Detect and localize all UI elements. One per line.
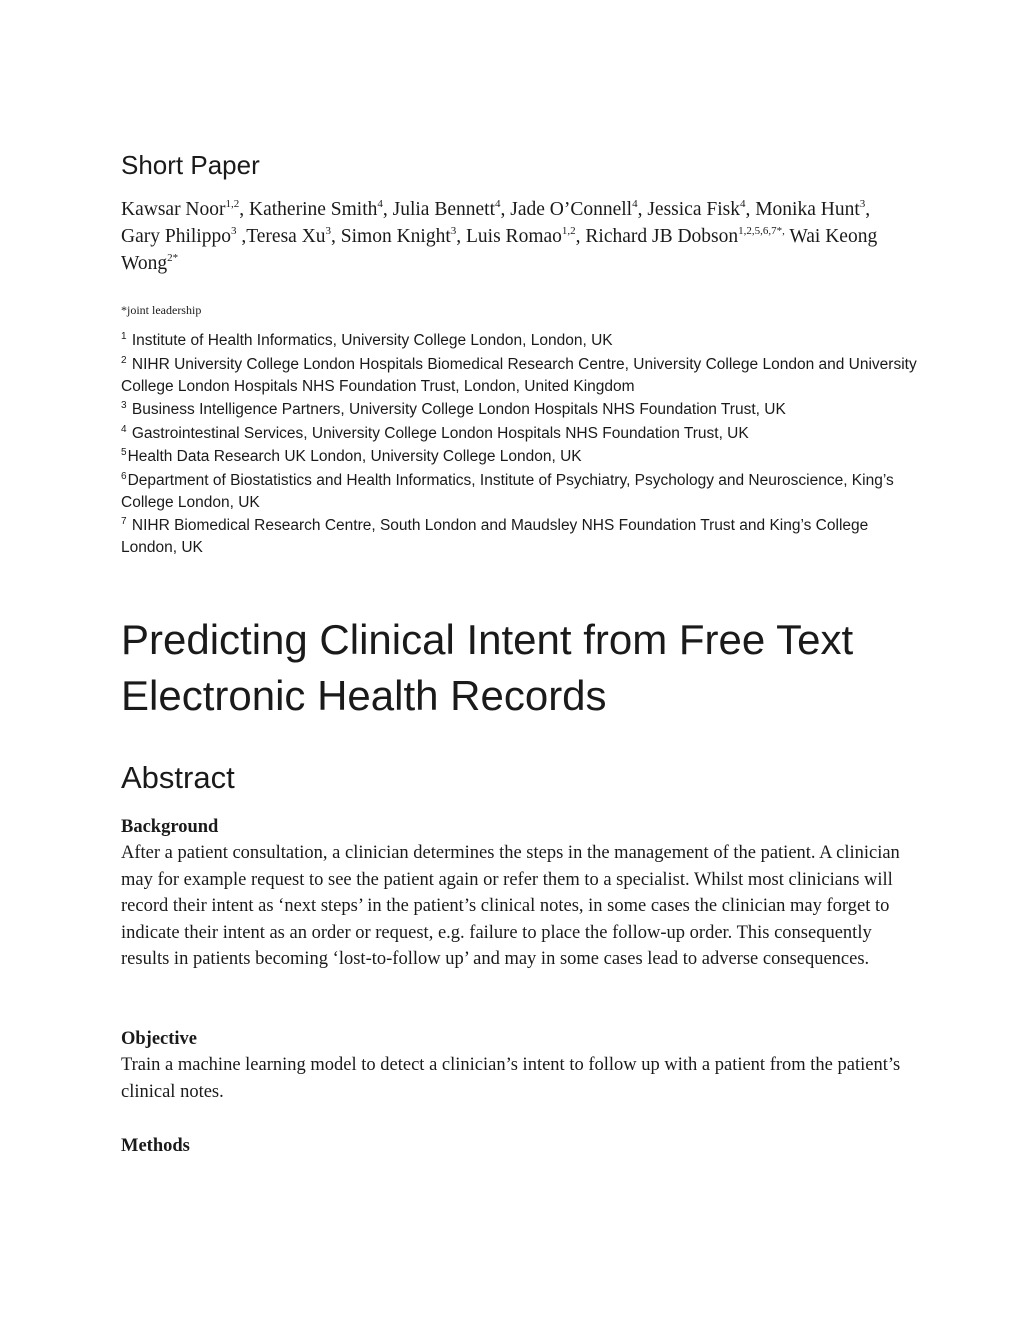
methods-heading: Methods [121, 1136, 190, 1156]
background-text: After a patient consultation, a clinician determines the steps in the management of the patient. A clinician may for example request to see the patient again or refer them to a specialist. Whilst most clinicians will record their intent as ‘next steps’ in the patient’s clinical notes, in some cases the clinician may forget to indicate their intent as an order or request, e.g. failure to place the follow-up order. This consequently results in patients becoming ‘lost-to-follow up’ and may in some cases lead to adverse consequences. [121, 843, 900, 969]
author-list [121, 196, 921, 277]
author: Wai Keong Wong$^{2*}$ [121, 226, 878, 274]
joint-leadership-note: *joint leadership [121, 303, 202, 317]
background-section [121, 814, 911, 973]
author: Katherine Smith$^4$, [249, 198, 393, 220]
objective-section [121, 1026, 911, 1105]
paper-type-label: Short Paper [121, 150, 260, 180]
affiliation: $^4$ Gastrointestinal Services, University College London Hospitals NHS Foundation Trust, UK [121, 423, 749, 442]
author: Teresa Xu$^3$, [246, 225, 341, 247]
objective-heading: Objective [121, 1029, 198, 1049]
affiliation: $^6$Department of Biostatistics and Health Informatics, Institute of Psychiatry, Psychology and Neuroscience, King’s College London, UK [121, 470, 894, 511]
affiliation: $^5$Health Data Research UK London, University College London, UK [121, 447, 582, 465]
author: Monika Hunt$^3$, [755, 198, 871, 220]
author: Luis Romao$^{1,2}$, [466, 225, 586, 247]
background-heading: Background [121, 817, 219, 837]
methods-section [121, 1133, 911, 1159]
affiliation-list [121, 330, 921, 561]
author: Jade O’Connell$^4$, [510, 198, 648, 220]
author: Julia Bennett$^4$, [392, 198, 511, 220]
author: Kawsar Noor$^{1,2}$, [121, 198, 250, 220]
affiliation: $^3$ Business Intelligence Partners, University College London Hospitals NHS Foundation Trust, UK [121, 400, 786, 418]
author: Gary Philippo$^3$ , [121, 225, 247, 247]
abstract-heading: Abstract [121, 760, 235, 795]
objective-text: Train a machine learning model to detect a clinician’s intent to follow up with a patient from the patient’s clinical notes. [121, 1055, 901, 1102]
author: Richard JB Dobson$^{1,2,5,6,7*,}$ [585, 225, 785, 247]
affiliation: $^2$ NIHR University College London Hospitals Biomedical Research Centre, University College London and University College London Hospitals NHS Foundation Trust, London, United Kingdom [121, 354, 917, 395]
affiliation: $^1$ Institute of Health Informatics, University College London, London, UK [121, 331, 613, 349]
paper-title: Predicting Clinical Intent from Free Text Electronic Health Records [121, 616, 854, 719]
author: Simon Knight$^3$, [340, 225, 467, 247]
author: Jessica Fisk$^4$, [647, 198, 756, 220]
affiliation: $^7$ NIHR Biomedical Research Centre, South London and Maudsley NHS Foundation Trust and King’s College London, UK [121, 516, 869, 556]
